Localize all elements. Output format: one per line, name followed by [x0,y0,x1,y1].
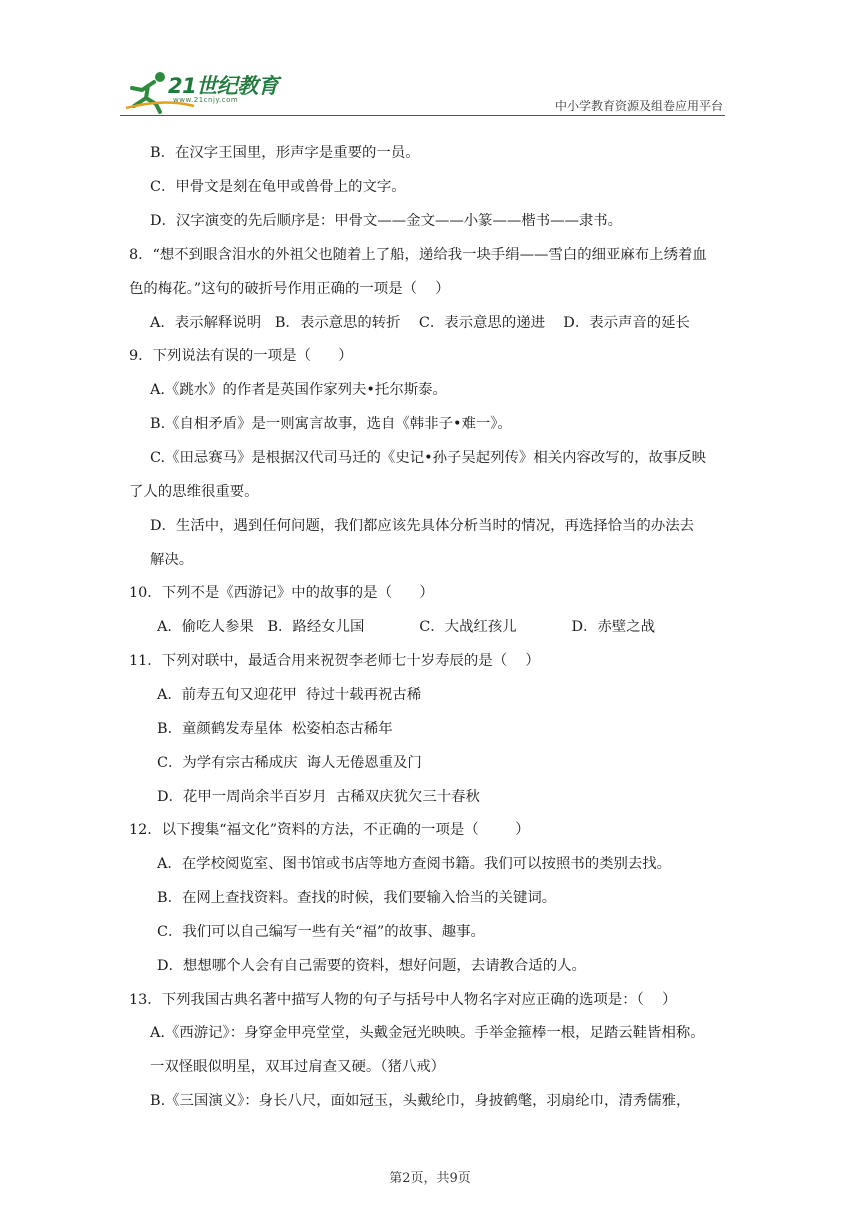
option-line: C.《田忌赛马》是根据汉代司马迁的《史记•孙子吴起列传》相关内容改写的，故事反映 [150,450,707,466]
option-line: A.《西游记》：身穿金甲亮堂堂，头戴金冠光映映。手举金箍棒一根，足踏云鞋皆相称。 [150,1025,705,1041]
question-line: 8．“想不到眼含泪水的外祖父也随着上了船，递给我一块手绢——雪白的细亚麻布上绣着血 [129,247,707,263]
logo-text: 21世纪教育 [168,74,279,98]
option-line: C．甲骨文是刻在龟甲或兽骨上的文字。 [150,179,406,195]
option-line: D．花甲一周尚余半百岁月 古稀双庆犹欠三十春秋 [157,789,480,805]
option-line: A．在学校阅览室、图书馆或书店等地方查阅书籍。我们可以按照书的类别去找。 [157,856,672,872]
question-line: 12．以下搜集“福文化”资料的方法，不正确的一项是（ ） [129,822,530,838]
option-line: C．为学有宗古稀成庆 诲人无倦恩重及门 [157,755,422,771]
option-line: A．偷吃人参果 B．路经女儿国 C．大战红孩儿 D．赤壁之战 [157,619,656,635]
option-line: A．前寿五旬又迎花甲 待过十载再祝古稀 [157,687,422,703]
page-number: 第2页，共9页 [389,1171,471,1186]
option-line: B.《自相矛盾》是一则寓言故事，选自《韩非子•难一》。 [150,416,512,432]
option-line: 解决。 [150,552,194,568]
question-line: 13．下列我国古典名著中描写人物的句子与括号中人物名字对应正确的选项是：（ ） [129,992,677,1008]
option-line: B．在汉字王国里，形声字是重要的一员。 [150,145,420,161]
question-line: 色的梅花。”这句的破折号作用正确的一项是（ ） [129,281,450,297]
header-divider [120,115,725,116]
option-line: 了人的思维很重要。 [129,484,259,500]
option-line: A.《跳水》的作者是英国作家列夫•托尔斯泰。 [150,382,447,398]
option-line: B．在网上查找资料。查找的时候，我们要输入恰当的关键词。 [157,890,557,906]
option-line: D．生活中，遇到任何问题，我们都应该先具体分析当时的情况，再选择恰当的办法去 [150,518,694,534]
page-header [120,62,725,117]
option-line: B.《三国演义》：身长八尺，面如冠玉，头戴纶巾，身披鹤氅，羽扇纶巾，清秀儒雅， [150,1093,691,1109]
option-line: D．想想哪个人会有自己需要的资料，想好问题，去请教合适的人。 [157,958,586,974]
logo-url: www.21cnjy.com [173,96,239,104]
option-line: 一双怪眼似明星，双耳过肩查又硬。（猪八戒） [150,1059,446,1075]
platform-title: 中小学教育资源及组卷应用平台 [554,99,723,113]
option-line: D．汉字演变的先后顺序是：甲骨文——金文——小篆——楷书——隶书。 [150,213,623,229]
option-line: B．童颜鹤发寿星体 松姿柏态古稀年 [157,721,393,737]
question-line: 10．下列不是《西游记》中的故事的是（ ） [129,585,434,601]
question-line: 11．下列对联中，最适合用来祝贺李老师七十岁寿辰的是（ ） [129,653,540,669]
option-line: A．表示解释说明 B．表示意思的转折 C．表示意思的递进 D．表示声音的延长 [150,315,690,331]
question-line: 9．下列说法有误的一项是（ ） [129,348,353,364]
option-line: C．我们可以自己编写一些有关“福”的故事、趣事。 [157,924,485,940]
